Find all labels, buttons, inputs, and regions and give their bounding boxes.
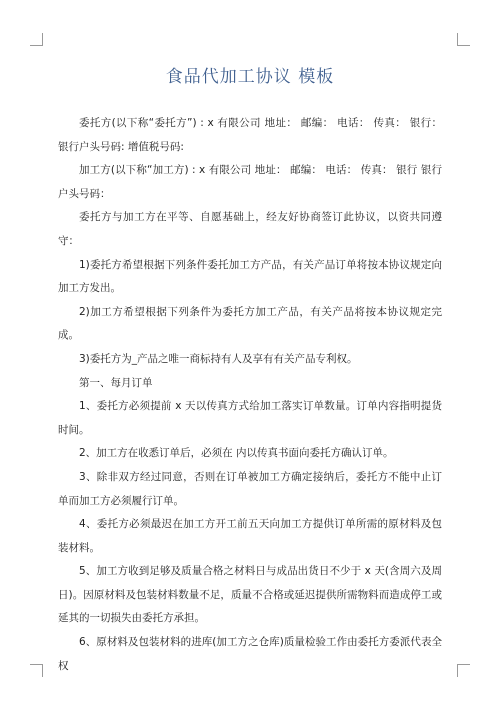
crop-mark-top-left <box>30 33 43 46</box>
paragraph-clause-1: 1)委托方希望根据下列条件委托加工方产品，有关产品订单将按本协议规定向加工方发出。 <box>58 258 442 295</box>
paragraph-preamble: 委托方与加工方在平等、自愿基础上，经友好协商签订此协议，以资共同遵守： <box>58 211 442 247</box>
crop-mark-top-right <box>457 33 470 46</box>
paragraph-clause-2: 2)加工方希望根据下列条件为委托方加工产品，有关产品将按本协议规定完成。 <box>58 305 442 342</box>
section-heading-monthly-orders: 第一、每月订单 <box>79 376 153 389</box>
paragraph-processor-info: 加工方(以下称“加工方) : x 有限公司 地址： 邮编： 电话： 传真： 银行 银行户头号码： <box>58 164 442 200</box>
paragraph-order-5: 5、加工方收到足够及质量合格之材料日与成品出货日不少于 x 天(含周六及周日)。因原材料及包装材料数量不足，质量不合格或延迟提供所需物料而造成停工或延其的一切损失由委托方承担。 <box>58 565 442 625</box>
document-title: 食品代加工协议 模板 <box>165 67 335 87</box>
paragraph-clause-3: 3)委托方为_产品之唯一商标持有人及享有有关产品专利权。 <box>79 352 358 365</box>
paragraph-client-info: 委托方(以下称“委托方”) : x 有限公司 地址： 邮编： 电话： 传真： 银行： 银行户头号码: 增值税号码: <box>58 117 442 153</box>
paragraph-order-2: 2、加工方在收悉订单后，必须在 内以传真书面向委托方确认订单。 <box>79 447 394 460</box>
crop-mark-bottom-right <box>457 664 470 677</box>
paragraph-order-6: 6、原材料及包装材料的进库(加工方之仓库)质量检验工作由委托方委派代表全权 <box>58 636 442 672</box>
paragraph-order-1: 1、委托方必须提前 x 天以传真方式给加工落实订单数量。订单内容指明提货时间。 <box>58 400 442 436</box>
crop-mark-bottom-left <box>30 664 43 677</box>
document-body <box>58 112 442 678</box>
paragraph-order-4: 4、委托方必须最迟在加工方开工前五天向加工方提供订单所需的原材料及包装材料。 <box>58 518 442 554</box>
paragraph-order-3: 3、除非双方经过同意，否则在订单被加工方确定接纳后，委托方不能中止订单而加工方必须履行订单。 <box>58 470 442 507</box>
